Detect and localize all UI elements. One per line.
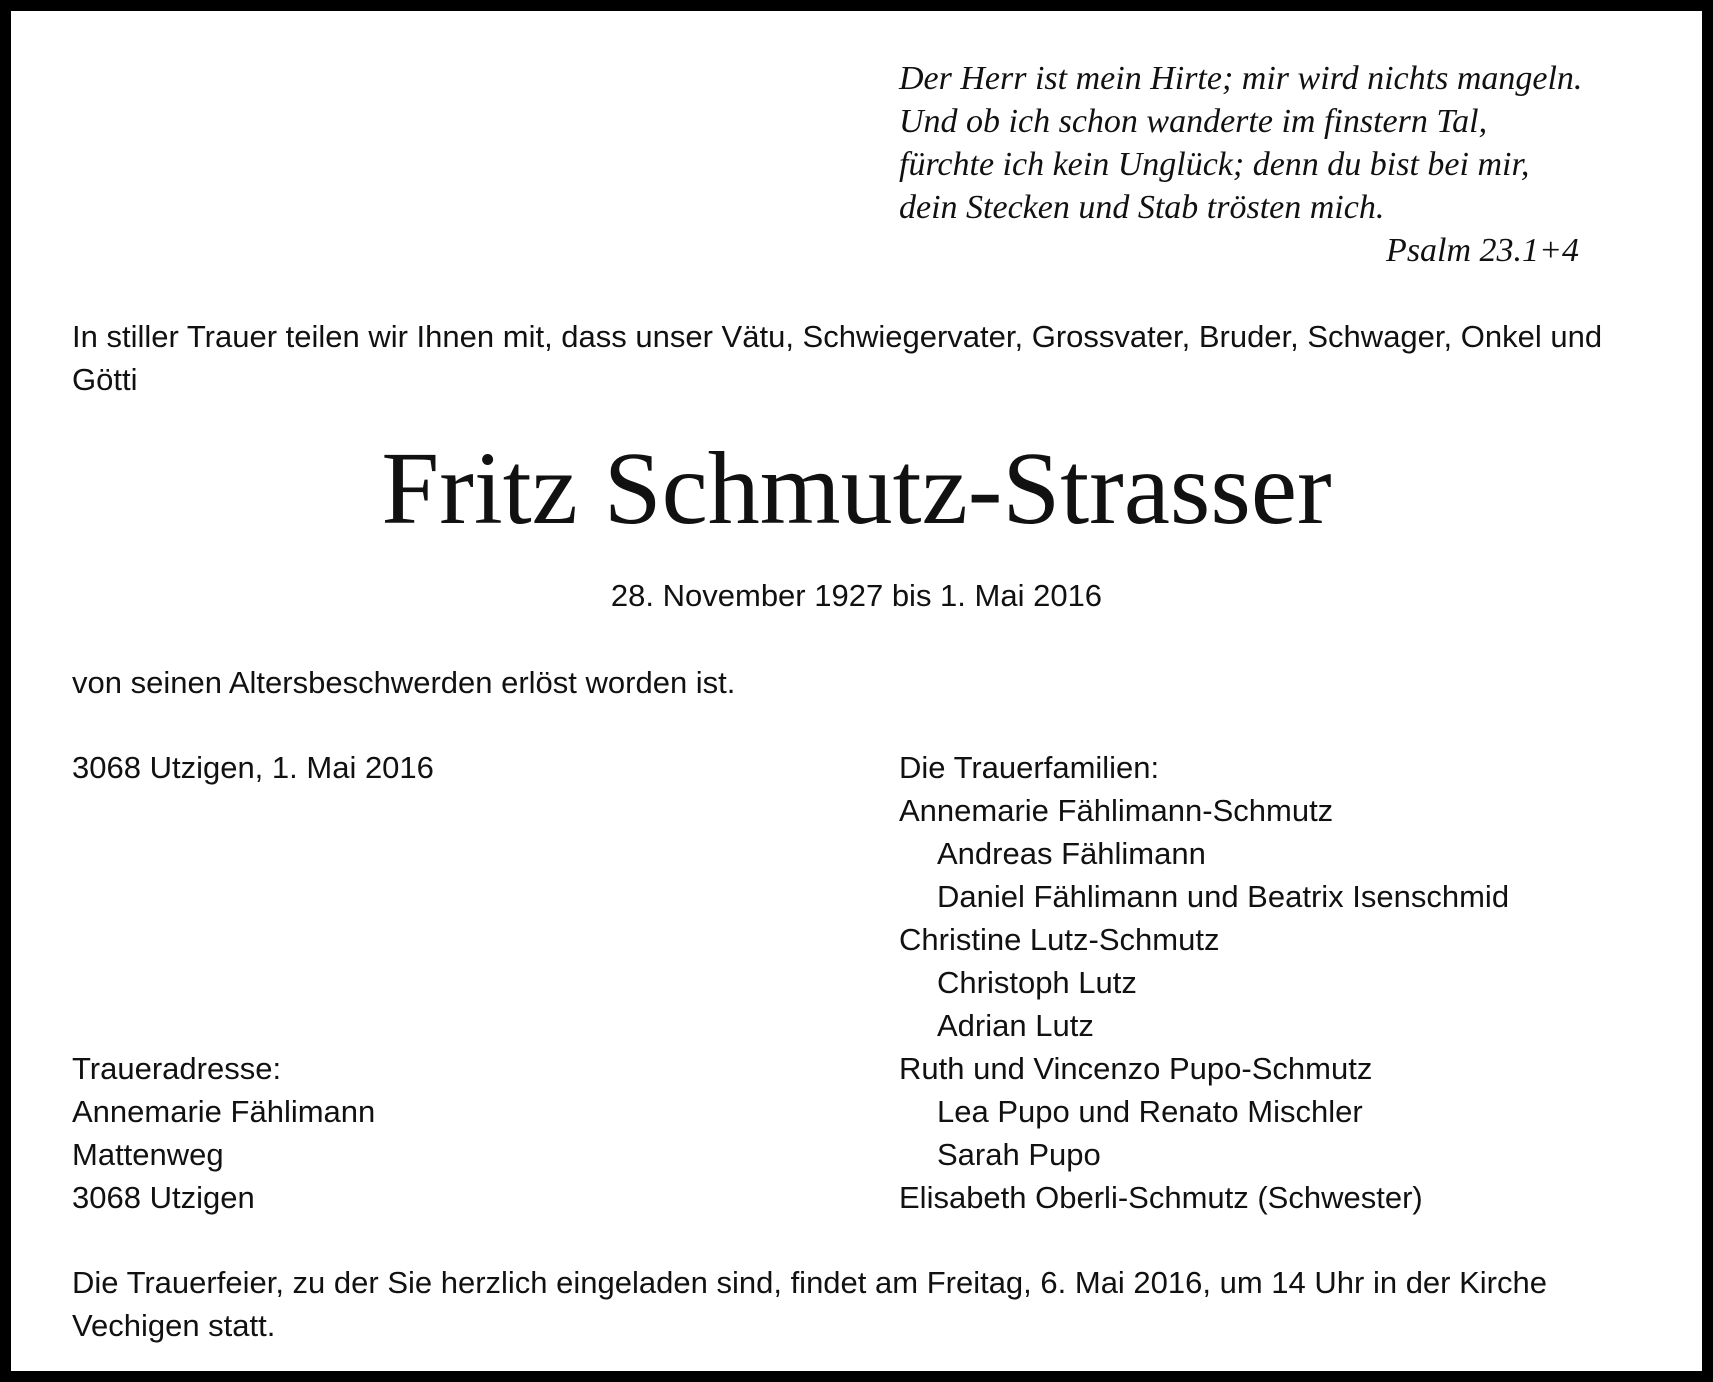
- family-entry: Annemarie Fählimann-Schmutz: [899, 793, 1334, 828]
- family-entry: Sarah Pupo: [937, 1137, 1101, 1172]
- psalm-line: dein Stecken und Stab trösten mich.: [899, 189, 1385, 226]
- ceremony-line: Vechigen statt.: [72, 1308, 276, 1343]
- intro-line: Götti: [72, 362, 138, 397]
- deceased-name: Fritz Schmutz-Strasser: [381, 431, 1332, 546]
- ceremony-text: [72, 1261, 1547, 1347]
- mourning-families: [899, 746, 1509, 1219]
- psalm-line: Und ob ich schon wanderte im finstern Tal,: [899, 103, 1488, 140]
- address-city: 3068 Utzigen: [72, 1180, 255, 1215]
- psalm-reference: Psalm 23.1+4: [1386, 232, 1579, 269]
- ceremony-line: Die Trauerfeier, zu der Sie herzlich eingeladen sind, findet am Freitag, 6. Mai 2016, um 14 Uhr in der Kirche: [72, 1265, 1547, 1300]
- relief-text: von seinen Altersbeschwerden erlöst worden ist.: [72, 665, 736, 700]
- psalm-quote: [899, 57, 1599, 272]
- address-name: Annemarie Fählimann: [72, 1094, 376, 1129]
- family-entry: Christoph Lutz: [937, 965, 1137, 1000]
- family-entry: Elisabeth Oberli-Schmutz (Schwester): [899, 1180, 1423, 1215]
- address-street: Mattenweg: [72, 1137, 224, 1172]
- life-dates: 28. November 1927 bis 1. Mai 2016: [610, 578, 1103, 613]
- intro-line: In stiller Trauer teilen wir Ihnen mit, dass unser Vätu, Schwiegervater, Grossvater, Bruder, Schwager, Onkel und: [72, 319, 1603, 354]
- address-label: Traueradresse:: [72, 1051, 282, 1086]
- psalm-line: fürchte ich kein Unglück; denn du bist bei mir,: [899, 146, 1530, 183]
- family-entry: Lea Pupo und Renato Mischler: [937, 1094, 1363, 1129]
- family-entry: Ruth und Vincenzo Pupo-Schmutz: [899, 1051, 1373, 1086]
- intro-text: [72, 315, 1682, 401]
- families-label: Die Trauerfamilien:: [899, 750, 1160, 785]
- psalm-line: Der Herr ist mein Hirte; mir wird nichts mangeln.: [899, 60, 1583, 97]
- family-entry: Andreas Fählimann: [937, 836, 1206, 871]
- family-entry: Christine Lutz-Schmutz: [899, 922, 1220, 957]
- place-date: 3068 Utzigen, 1. Mai 2016: [72, 750, 434, 785]
- mourning-address: [72, 1047, 375, 1219]
- family-entry: Adrian Lutz: [937, 1008, 1094, 1043]
- family-entry: Daniel Fählimann und Beatrix Isenschmid: [937, 879, 1510, 914]
